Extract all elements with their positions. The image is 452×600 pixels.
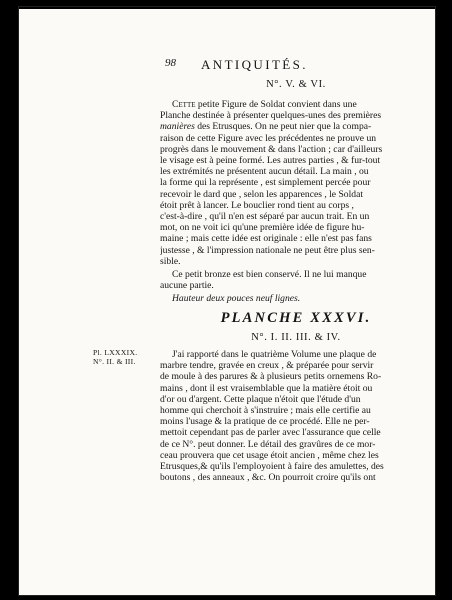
text-line: progrès dans le mouvement & dans l'action ; car d'ailleurs: [160, 143, 383, 155]
text-line: sible.: [160, 255, 181, 267]
text-line: boutons , des anneaux , &c. On pourroit croire qu'ils ont: [160, 472, 376, 484]
text-line: maine ; mais cette idée est originale : elle n'est pas fans: [160, 233, 372, 245]
text-line: Etrusques,& qu'ils l'employoient à faire des amulettes, des: [160, 461, 384, 473]
text-line: mettoit cependant pas de parler avec l'assurance que celle: [160, 427, 381, 439]
text-line: J'ai rapporté dans le quatrième Volume une plaque de: [172, 349, 377, 360]
book-page: [18, 6, 436, 596]
text-line: ceau prouvera que cet usage étoit ancien , même chez les: [160, 449, 379, 461]
paragraph-condition: [160, 269, 428, 291]
margin-reference: [93, 348, 163, 366]
text-line: mot, on ne voit ici qu'une première idée de figure hu-: [160, 222, 365, 234]
text-line: de moule à des parures & à plusieurs petits ornemens Ro-: [160, 371, 382, 383]
text-line: manières des Etrusques. On ne peut nier que la compa-: [160, 121, 372, 133]
paragraph-plaque: [160, 349, 428, 483]
height-note: Hauteur deux pouces neuf lignes.: [172, 293, 301, 304]
margin-line: Pl. LXXXIX.: [93, 348, 138, 357]
text-line: d'or ou d'argent. Cette plaque n'étoit que l'étude d'un: [160, 393, 361, 405]
text-line: le visage est à peine formé. Les autres parties , & fur-tout: [160, 155, 381, 167]
text-line: homme qui cherchoit à s'instruire ; mais elle certifie au: [160, 405, 371, 417]
margin-line: N°. II. & III.: [93, 357, 136, 366]
page-number: 98: [165, 57, 176, 69]
text-line: moins l'usage & la pratique de ce procédé. Elle ne per-: [160, 416, 370, 428]
text-line: aucune partie.: [160, 280, 214, 292]
text-line: étoit prêt à lancer. Le bouclier rond tient au corps ,: [160, 199, 354, 211]
text-line: raison de cette Figure avec les précédentes ne prouve un: [160, 132, 377, 144]
text-line: Planche destinée à présenter quelques-unes des premières: [160, 110, 382, 122]
scan-edge: [19, 7, 435, 9]
text-line: marbre tendre, gravée en creux , & préparée pour servir: [160, 360, 374, 372]
text-line: recevoir le dard que , selon les apparences , le Soldat: [160, 188, 363, 200]
section-subtitle: N°. V. & VI.: [266, 79, 326, 90]
text-line: c'est-à-dire , qu'il n'en est séparé par aucun trait. En un: [160, 211, 370, 223]
paragraph-soldier: [160, 99, 428, 267]
plate-heading: PLANCHE XXXVI.: [220, 310, 372, 326]
text-line: la forme qui la représente , est simplement percée pour: [160, 177, 371, 189]
text-line: Ce petit bronze est bien conservé. Il ne lui manque: [172, 269, 367, 280]
text-line: Cette petite Figure de Soldat convient dans une: [172, 99, 357, 110]
running-header: [165, 57, 365, 73]
text-line: les extrémités ne présentent aucun détail. La main , ou: [160, 166, 369, 178]
text-line: de ce N°. peut donner. Le détail des gravûres de ce mor-: [160, 438, 376, 450]
text-line: justesse , & l'impression nationale ne peut être plus sen-: [160, 244, 375, 256]
section-subtitle-2: N°. I. II. III. & IV.: [251, 332, 341, 343]
running-title: ANTIQUITÉS.: [201, 57, 308, 72]
text-line: mains , dont il est vraisemblable que la matière étoit ou: [160, 382, 373, 394]
